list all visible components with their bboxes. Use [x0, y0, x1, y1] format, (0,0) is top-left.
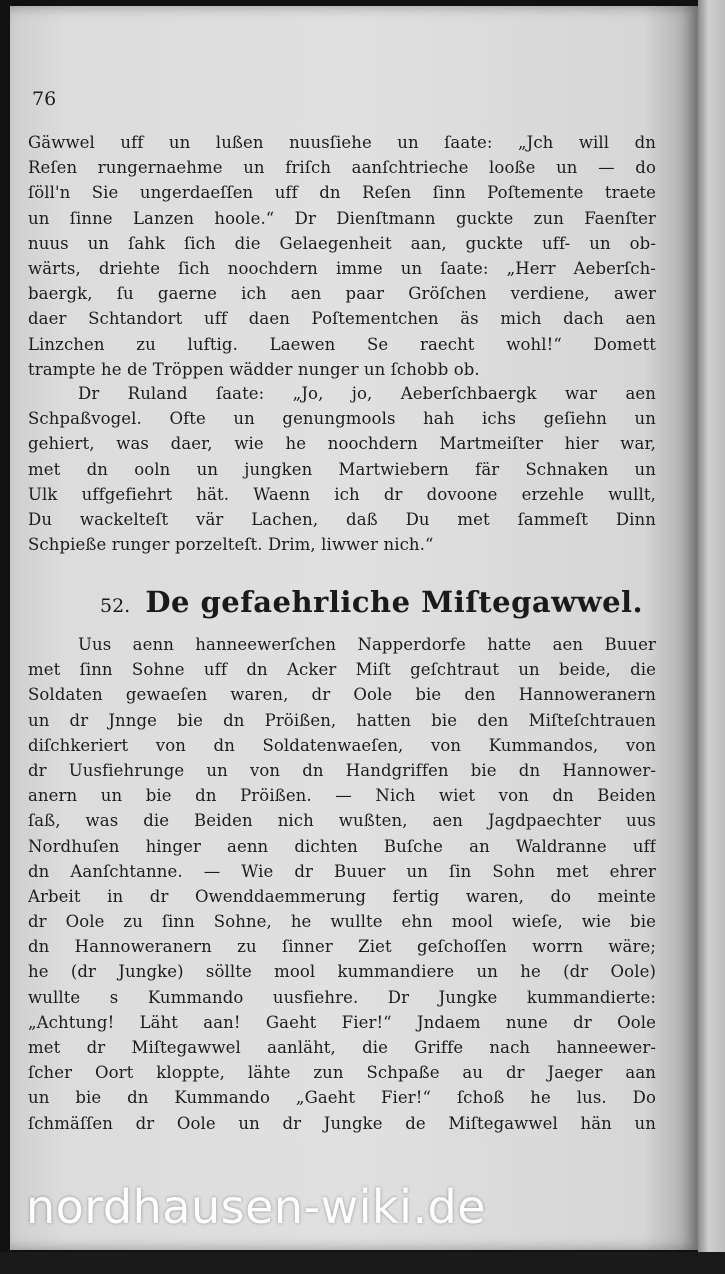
- text-line: ſöll'n Sie ungerdaeſſen uff dn Reſen ſinn Poſtemente traete: [28, 183, 656, 203]
- text-line: baergk, ſu gaerne ich aen paar Gröſchen verdiene, awer: [28, 284, 656, 304]
- text-line: dr Oole zu ſinn Sohne, he wullte ehn mool wieſe, wie bie: [28, 912, 656, 932]
- text-line: he (dr Jungke) söllte mool kummandiere un he (dr Oole): [28, 962, 656, 982]
- text-line: nuus un ſahk ſich die Gelaegenheit aan, guckte uff- un ob-: [28, 233, 656, 253]
- page-number: 76: [32, 88, 57, 110]
- text-line: met ſinn Sohne uff dn Acker Miſt geſchtraut un beide, die: [28, 660, 656, 680]
- text-line: un bie dn Kummando „Gaeht Fier!“ ſchoß he lus. Do: [28, 1088, 656, 1108]
- chapter-number: 52.: [100, 595, 131, 617]
- text-line: ſaß, was die Beiden nich wußten, aen Jagdpaechter uus: [28, 811, 656, 831]
- paragraph-2: [28, 381, 656, 557]
- text-line: Linzchen zu luftig. Laewen Se raecht wohl!“ Domett: [28, 334, 656, 354]
- text-line: Schpaßvogel. Ofte un genungmools hah ichs geſiehn un: [28, 409, 656, 429]
- text-line: ſcher Oort kloppte, lähte zun Schpaße au dr Jaeger aan: [28, 1063, 656, 1083]
- text-line: Schpieße runger porzelteſt. Drim, liwwer nich.“: [28, 535, 434, 555]
- text-line: Du wackelteſt vär Lachen, daß Du met ſammeſt Dinn: [28, 509, 656, 529]
- text-line: Soldaten gewaeſen waren, dr Oole bie den Hannoweranern: [28, 685, 656, 705]
- text-line: Nordhuſen hinger aenn dichten Buſche an Waldranne uff: [28, 836, 656, 856]
- text-line: met dr Miſtegawwel aanläht, die Griffe nach hanneewer-: [28, 1038, 656, 1057]
- text-line: dr Uusfiehrunge un von dn Handgriffen bie dn Hannower-: [28, 760, 656, 780]
- text-line: Ulk uffgefiehrt hät. Waenn ich dr dovoone erzehle wullt,: [28, 484, 656, 504]
- text-line: Dr Ruland ſaate: „Jo, jo, Aeberſchbaergk war aen: [78, 384, 656, 403]
- text-line: wärts, driehte ſich noochdern imme un ſaate: „Herr Aeberſch-: [28, 258, 656, 278]
- text-line: Reſen rungernaehme un friſch aanſchtrieche looße un — do: [28, 158, 656, 178]
- text-line: trampte he de Tröppen wädder nunger un ſchobb ob.: [28, 359, 480, 379]
- text-line: anern un bie dn Pröißen. — Nich wiet von dn Beiden: [28, 786, 656, 806]
- text-line: met dn ooln un jungken Martwiebern fär Schnaken un: [28, 459, 656, 479]
- paragraph-3: [28, 632, 656, 1136]
- text-line: un dr Jnnge bie dn Pröißen, hatten bie den Miſteſchtrauen: [28, 710, 656, 730]
- watermark: nordhausen-wiki.de: [26, 1180, 487, 1234]
- text-line: gehiert, was daer, wie he noochdern Martmeiſter hier war,: [28, 434, 656, 454]
- text-line: dn Hannoweranern zu ſinner Ziet geſchoſſen worrn wäre;: [28, 937, 656, 957]
- text-line: un ſinne Lanzen hoole.“ Dr Dienſtmann guckte zun Faenſter: [28, 208, 656, 228]
- text-line: „Achtung! Läht aan! Gaeht Fier!“ Jndaem nune dr Oole: [28, 1012, 656, 1032]
- text-line: Arbeit in dr Owenddaemmerung fertig waren, do meinte: [28, 886, 656, 906]
- text-line: daer Schtandort uff daen Poſtementchen äs mich dach aen: [28, 309, 656, 329]
- text-line: wullte s Kummando uusfiehre. Dr Jungke kummandierte:: [28, 987, 656, 1007]
- text-line: Gäwwel uff un lußen nuusſiehe un ſaate: „Jch will dn: [28, 133, 656, 152]
- text-line: Uus aenn hanneewerſchen Napperdorfe hatte aen Buuer: [78, 635, 656, 654]
- scan-bottom-border: [0, 1252, 725, 1274]
- text-line: ſchmäſſen dr Oole un dr Jungke de Miſtegawwel hän un: [28, 1113, 656, 1133]
- chapter-title: De gefaehrliche Miſtegawwel.: [145, 585, 644, 619]
- text-line: diſchkeriert von dn Soldatenwaeſen, von Kummandos, von: [28, 735, 656, 755]
- text-line: dn Aanſchtanne. — Wie dr Buuer un ſin Sohn met ehrer: [28, 861, 656, 881]
- paragraph-1: [28, 130, 656, 382]
- book-edge: [698, 0, 725, 1274]
- chapter-heading: [100, 585, 660, 629]
